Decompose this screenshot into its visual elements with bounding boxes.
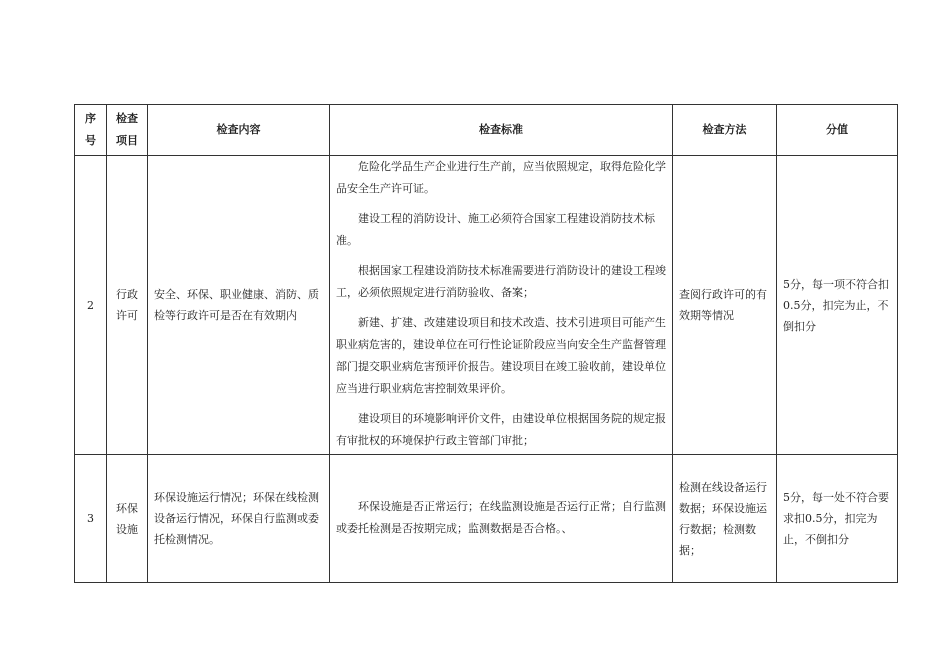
row-content: 安全、环保、职业健康、消防、质检等行政许可是否在有效期内	[148, 156, 330, 455]
table-row	[75, 156, 898, 455]
row-score: 5分，每一处不符合要求扣0.5分，扣完为止，不倒扣分	[777, 455, 898, 583]
row-score: 5分，每一项不符合扣0.5分，扣完为止，不倒扣分	[777, 156, 898, 455]
row-item: 环保 设施	[107, 455, 148, 583]
header-method: 检查方法	[673, 105, 777, 156]
header-seq: 序 号	[75, 105, 107, 156]
standard-paragraph: 建设项目的环境影响评价文件，由建设单位根据国务院的规定报有审批权的环境保护行政主管部门审批；	[336, 412, 666, 447]
row-seq: 3	[75, 455, 107, 583]
header-score: 分值	[777, 105, 898, 156]
inspection-table	[74, 104, 898, 583]
row-method: 查阅行政许可的有效期等情况	[673, 156, 777, 455]
header-content: 检查内容	[148, 105, 330, 156]
standard-paragraph: 建设工程的消防设计、施工必须符合国家工程建设消防技术标准。	[336, 212, 655, 247]
header-item: 检查 项目	[107, 105, 148, 156]
row-standard	[330, 455, 673, 583]
row-content: 环保设施运行情况；环保在线检测设备运行情况，环保自行监测或委托检测情况。	[148, 455, 330, 583]
header-standard: 检查标准	[330, 105, 673, 156]
row-method: 检测在线设备运行数据；环保设施运行数据；检测数据；	[673, 455, 777, 583]
row-seq: 2	[75, 156, 107, 455]
row-standard	[330, 156, 673, 455]
standard-paragraph: 危险化学品生产企业进行生产前，应当依照规定，取得危险化学品安全生产许可证。	[336, 160, 666, 195]
standard-paragraph: 新建、扩建、改建建设项目和技术改造、技术引进项目可能产生职业病危害的，建设单位在可行性论证阶段应当向安全生产监督管理部门提交职业病危害预评价报告。建设项目在竣工验收前，建设单位应当进行职业病危害控制效果评价。	[336, 316, 666, 395]
standard-paragraph: 环保设施是否正常运行；在线监测设施是否运行正常；自行监测或委托检测是否按期完成；监测数据是否合格。、	[336, 499, 666, 535]
header-row	[75, 105, 898, 156]
row-item: 行政 许可	[107, 156, 148, 455]
table-row	[75, 455, 898, 583]
standard-paragraph: 根据国家工程建设消防技术标准需要进行消防设计的建设工程竣工，必须依照规定进行消防验收、备案；	[336, 264, 666, 299]
